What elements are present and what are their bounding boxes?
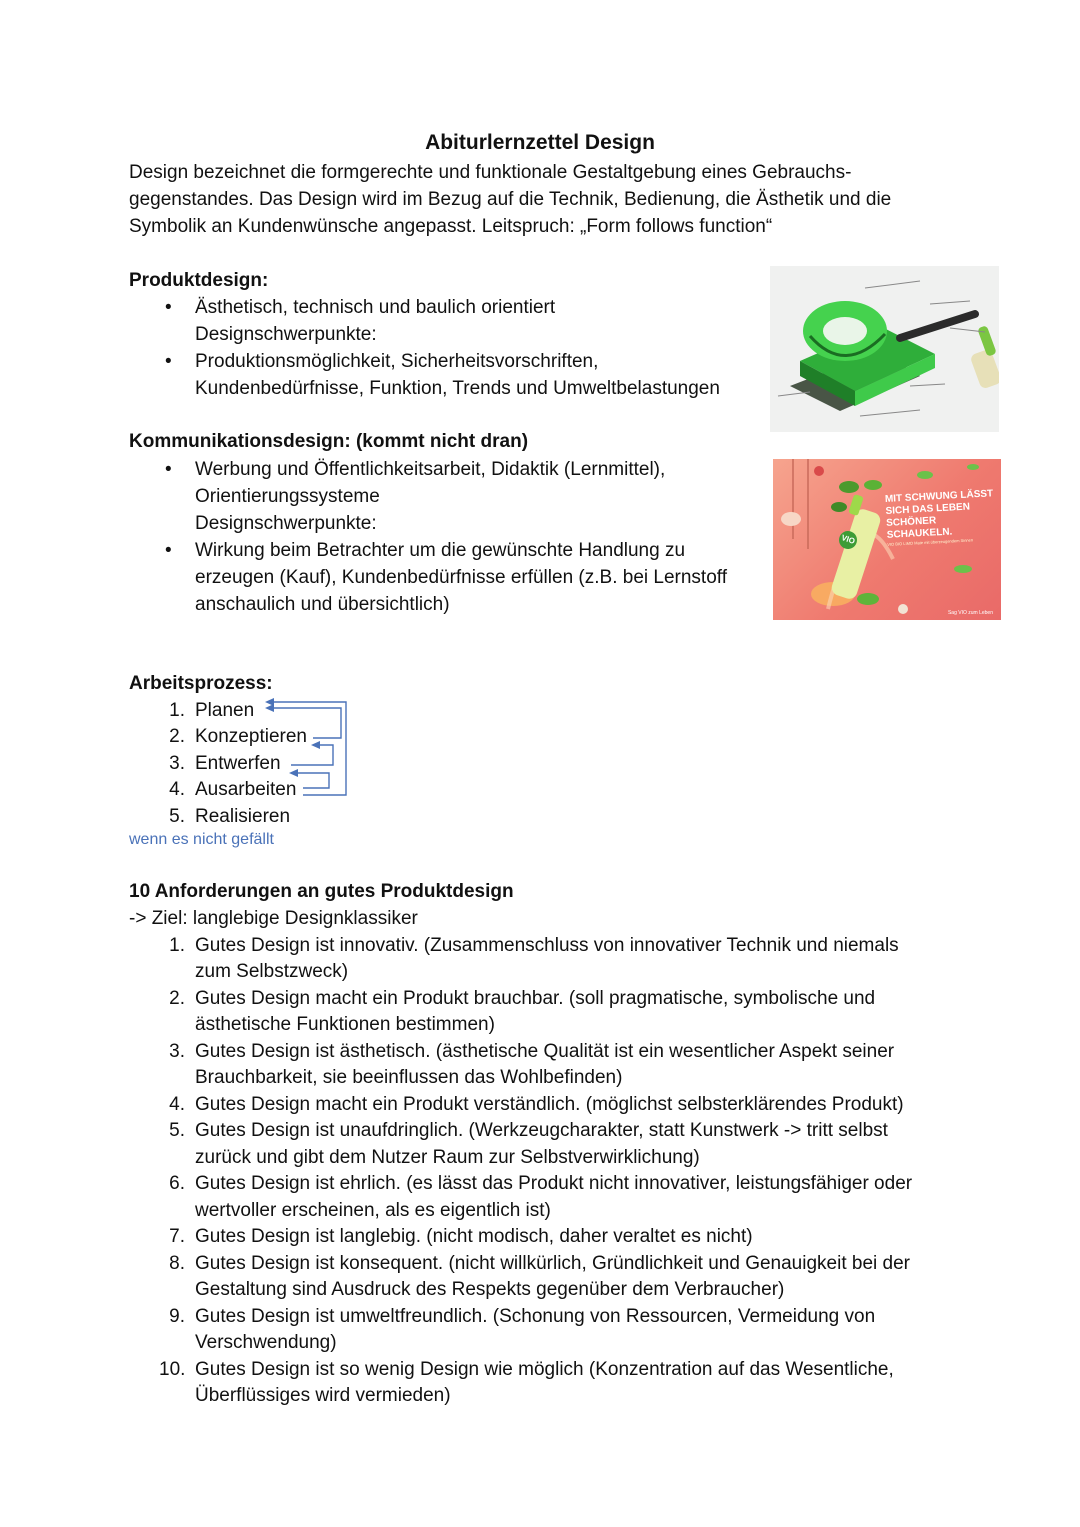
requirement-line: ästhetische Funktionen bestimmen) <box>195 1014 495 1035</box>
requirement-line: Überflüssiges wird vermieden) <box>195 1385 451 1406</box>
requirement-line: Gutes Design ist konsequent. (nicht willkürlich, Gründlichkeit und Genauigkeit bei der <box>195 1253 910 1274</box>
bullet-text: Produktionsmöglichkeit, Sicherheitsvorschriften, <box>195 351 599 372</box>
list-number: 5. <box>169 1120 185 1141</box>
requirement-line: zurück und gibt dem Nutzer Raum zur Selbstverwirklichung) <box>195 1147 700 1168</box>
process-step: Realisieren <box>195 806 291 827</box>
intro-line: Design bezeichnet die formgerechte und funktionale Gestaltgebung eines Gebrauchs- <box>129 162 852 183</box>
list-number: 1. <box>169 935 185 956</box>
requirement-line: Verschwendung) <box>195 1332 337 1353</box>
requirement-line: Gutes Design ist ehrlich. (es lässt das Produkt nicht innovativer, leistungsfähiger oder <box>195 1173 913 1194</box>
requirement-line: Gutes Design ist umweltfreundlich. (Schonung von Ressourcen, Vermeidung von <box>195 1306 876 1327</box>
list-number: 2. <box>169 988 185 1009</box>
ad-headline-line: SCHÖNER SCHAUKELN. <box>885 515 953 541</box>
anforderungen-goal: -> Ziel: langlebige Designklassiker <box>129 908 418 929</box>
list-number: 5. <box>169 806 185 827</box>
ad-image <box>773 459 1001 620</box>
anforderungen-heading: 10 Anforderungen an gutes Produktdesign <box>129 881 514 902</box>
product-sketch-image <box>770 266 999 432</box>
intro-line: gegenstandes. Das Design wird im Bezug auf die Technik, Bedienung, die Ästhetik und die <box>129 189 892 210</box>
list-number: 9. <box>169 1306 185 1327</box>
requirement-line: Gutes Design ist unaufdringlich. (Werkzeugcharakter, statt Kunstwerk -> tritt selbst <box>195 1120 888 1141</box>
list-number: 6. <box>169 1173 185 1194</box>
list-number: 1. <box>169 700 185 721</box>
list-number: 2. <box>169 726 185 747</box>
bullet-text: Orientierungssysteme <box>195 486 380 507</box>
process-step: Konzeptieren <box>195 726 307 747</box>
process-step: Planen <box>195 700 255 721</box>
requirement-line: Gutes Design ist innovativ. (Zusammenschluss von innovativer Technik und niemals <box>195 935 899 956</box>
ad-brand-logo: VIO <box>837 529 860 552</box>
bullet-text: Wirkung beim Betrachter um die gewünschte Handlung zu <box>195 540 686 561</box>
list-number: 4. <box>169 779 185 800</box>
list-number: 3. <box>169 753 185 774</box>
requirement-line: Gutes Design ist langlebig. (nicht modisch, daher veraltet es nicht) <box>195 1226 753 1247</box>
page-title: Abiturlernzettel Design <box>425 131 655 154</box>
requirement-line: wertvoller erscheinen, als es eigentlich ist) <box>195 1200 551 1221</box>
bullet-text: Werbung und Öffentlichkeitsarbeit, Didaktik (Lernmittel), <box>195 459 666 480</box>
ad-footer: Sag VIO zum Leben <box>947 610 993 616</box>
list-number: 4. <box>169 1094 185 1115</box>
list-number: 10. <box>159 1359 186 1380</box>
bullet-dot: • <box>165 351 172 372</box>
ad-headline <box>885 488 1000 548</box>
requirement-line: Brauchbarkeit, sie beeinflussen das Wohlbefinden) <box>195 1067 623 1088</box>
kommunikationsdesign-heading: Kommunikationsdesign: (kommt nicht dran) <box>129 431 529 452</box>
list-number: 7. <box>169 1226 185 1247</box>
bullet-dot: • <box>165 297 172 318</box>
requirement-line: Gutes Design ist ästhetisch. (ästhetische Qualität ist ein wesentlicher Aspekt seiner <box>195 1041 895 1062</box>
bullet-text: Ästhetisch, technisch und baulich orientiert <box>195 297 556 318</box>
requirement-line: Gutes Design macht ein Produkt verständlich. (möglichst selbsterklärendes Produkt) <box>195 1094 904 1115</box>
list-number: 3. <box>169 1041 185 1062</box>
arbeitsprozess-heading: Arbeitsprozess: <box>129 673 273 694</box>
subheading: Designschwerpunkte: <box>195 324 377 345</box>
requirement-line: zum Selbstzweck) <box>195 961 349 982</box>
bullet-text: anschaulich und übersichtlich) <box>195 594 450 615</box>
requirement-line: Gutes Design ist so wenig Design wie möglich (Konzentration auf das Wesentliche, <box>195 1359 894 1380</box>
ad-subline: VIO BIO LIMO Mate mit überzeugendem Sinnen <box>887 537 974 547</box>
ad-headline-line: SICH DAS LEBEN <box>885 501 971 517</box>
bullet-dot: • <box>165 540 172 561</box>
feedback-arrows <box>255 695 355 805</box>
process-step: Ausarbeiten <box>195 779 297 800</box>
intro-line: Symbolik an Kundenwünsche angepasst. Leitspruch: „Form follows function“ <box>129 216 773 237</box>
process-note: wenn es nicht gefällt <box>129 831 274 848</box>
produktdesign-heading: Produktdesign: <box>129 270 269 291</box>
subheading: Designschwerpunkte: <box>195 513 377 534</box>
bullet-text: Kundenbedürfnisse, Funktion, Trends und Umweltbelastungen <box>195 378 720 399</box>
process-step: Entwerfen <box>195 753 281 774</box>
bullet-text: erzeugen (Kauf), Kundenbedürfnisse erfüllen (z.B. bei Lernstoff <box>195 567 727 588</box>
bullet-dot: • <box>165 459 172 480</box>
requirement-line: Gestaltung sind Ausdruck des Respekts gegenüber dem Verbraucher) <box>195 1279 785 1300</box>
ad-headline-line: MIT SCHWUNG LÄSST <box>884 488 994 505</box>
list-number: 8. <box>169 1253 185 1274</box>
requirement-line: Gutes Design macht ein Produkt brauchbar. (soll pragmatische, symbolische und <box>195 988 876 1009</box>
